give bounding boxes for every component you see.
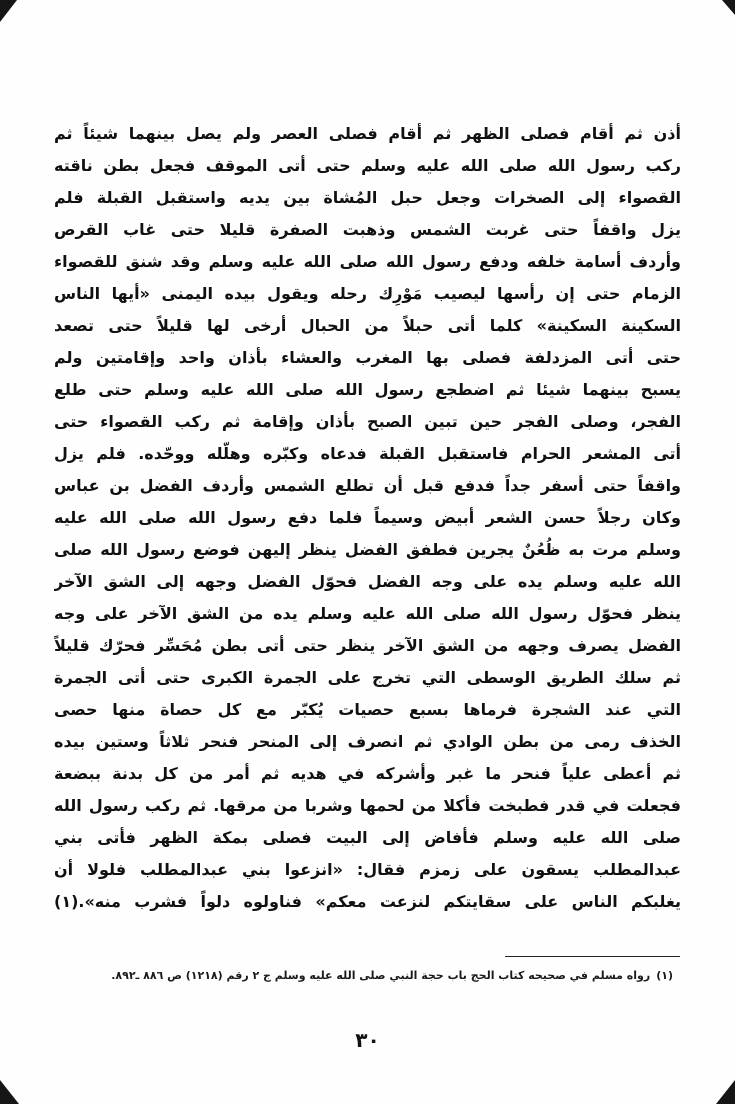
text-line: فجعلت في قدر فطبخت فأكلا من لحمها وشربا من مرقها. ثم ركب رسول الله	[54, 796, 681, 815]
text-line: وأردف أسامة خلفه ودفع رسول الله صلى الله عليه وسلم وقد شنق للقصواء	[54, 252, 681, 271]
text-line: الخذف رمى من بطن الوادي ثم انصرف إلى المنحر فنحر ثلاثاً وستين بيده	[54, 732, 681, 751]
scan-corner-top-right	[722, 0, 735, 15]
scan-corner-bottom-left	[0, 1080, 19, 1104]
text-line: حتى أتى المزدلفة فصلى بها المغرب والعشاء بأذان واحد وإقامتين ولم	[54, 348, 681, 367]
text-line: عبدالمطلب يسقون على زمزم فقال: «انزعوا بني عبدالمطلب فلولا أن	[54, 860, 681, 879]
scan-corner-top-left	[0, 0, 17, 22]
text-line: أتى المشعر الحرام فاستقبل القبلة فدعاه وكبّره وهلّله ووحّده. فلم يزل	[54, 444, 681, 463]
text-line: صلى الله عليه وسلم فأفاض إلى البيت فصلى بمكة الظهر فأتى بني	[54, 828, 681, 847]
text-line: الله عليه وسلم يده على وجه الفضل فحوّل الفضل وجهه إلى الشق الآخر	[54, 572, 681, 591]
text-line: القصواء إلى الصخرات وجعل حبل المُشاة بين يديه واستقبل القبلة فلم	[54, 188, 681, 207]
footnote-marker: (١)	[656, 969, 673, 982]
footnote-separator-rule	[505, 956, 680, 957]
text-line: ثم أعطى علياً فنحر ما غبر وأشركه في هديه ثم أمر من كل بدنة ببضعة	[54, 764, 681, 783]
text-line: وسلم مرت به ظُعُنٌ يجرين فطفق الفضل ينظر إليهن فوضع رسول الله صلى	[54, 540, 681, 559]
text-line: يزل واقفاً حتى غربت الشمس وذهبت الصفرة قليلا حتى غاب القرص	[54, 220, 681, 239]
text-line: الفضل يصرف وجهه من الشق الآخر ينظر حتى أتى بطن مُحَسِّر فحرّك قليلاً	[54, 636, 681, 655]
scan-corner-bottom-right	[716, 1080, 735, 1104]
main-text-block	[54, 118, 681, 918]
text-line: التي عند الشجرة فرماها بسبع حصيات يُكبّر مع كل حصاة منها حصى	[54, 700, 681, 719]
text-line: ينظر فحوّل رسول الله صلى الله عليه وسلم يده من الشق الآخر على وجه	[54, 604, 681, 623]
text-line: يسبح بينهما شيئا ثم اضطجع رسول الله صلى الله عليه وسلم حتى طلع	[54, 380, 681, 399]
text-line: الفجر، وصلى الفجر حين تبين الصبح بأذان وإقامة ثم ركب القصواء حتى	[54, 412, 681, 431]
text-line: السكينة السكينة» كلما أتى حبلاً من الحبال أرخى لها قليلاً حتى تصعد	[54, 316, 681, 335]
text-line: واقفاً حتى أسفر جداً فدفع قبل أن تطلع الشمس وأردف الفضل بن عباس	[54, 476, 681, 495]
text-line: الزمام حتى إن رأسها ليصيب مَوْرِك رحله ويقول بيده اليمنى «أيها الناس	[54, 284, 681, 303]
text-line: وكان رجلاً حسن الشعر أبيض وسيماً فلما دفع رسول الله صلى الله عليه	[54, 508, 681, 527]
page-number: ٣٠	[355, 1028, 380, 1052]
text-line: ثم سلك الطريق الوسطى التي تخرج على الجمرة الكبرى حتى أتى الجمرة	[54, 668, 681, 687]
footnote	[40, 968, 673, 984]
text-line: أذن ثم أقام فصلى الظهر ثم أقام فصلى العصر ولم يصل بينهما شيئاً ثم	[54, 124, 681, 143]
text-line: يغلبكم الناس على سقايتكم لنزعت معكم» فناولوه دلواً فشرب منه».(١)	[54, 892, 681, 911]
text-line: ركب رسول الله صلى الله عليه وسلم حتى أتى الموقف فجعل بطن ناقته	[54, 156, 681, 175]
footnote-text: رواه مسلم في صحيحه كتاب الحج باب حجة النبي صلى الله عليه وسلم ج ٢ رقم (١٢١٨) ص ٨٨٦ ـ٨٩٢.	[111, 969, 651, 982]
